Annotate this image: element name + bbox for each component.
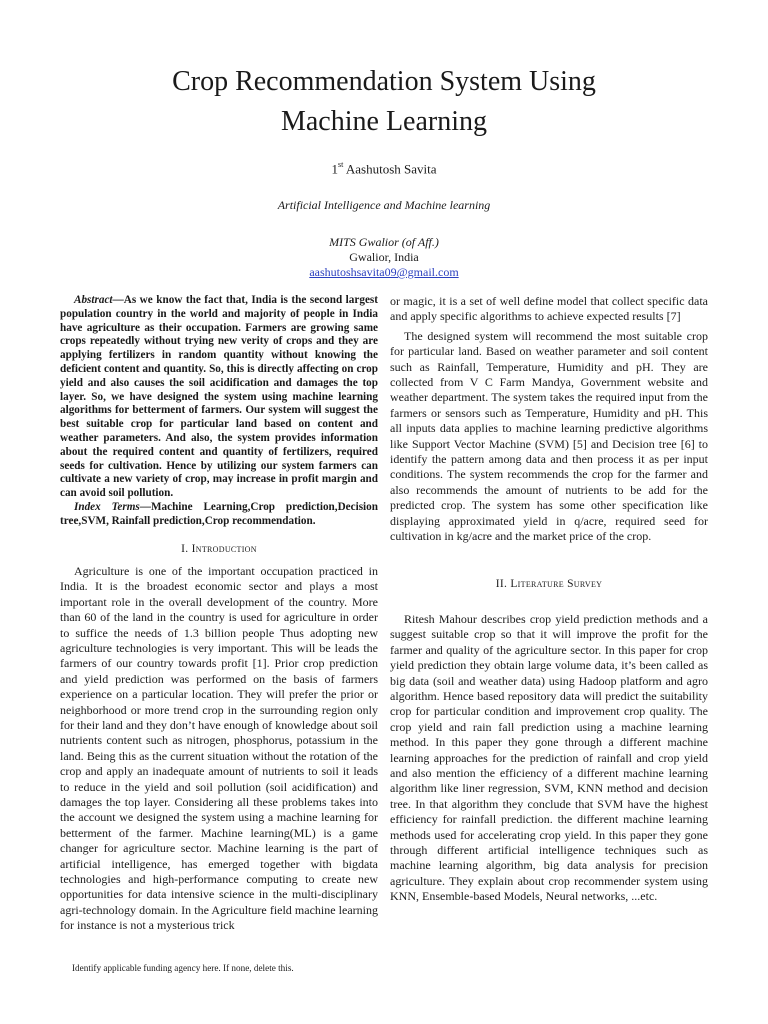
introduction-heading: I. Introduction: [181, 542, 257, 555]
abstract-label: Abstract: [74, 294, 113, 306]
author-department: Artificial Intelligence and Machine learning: [277, 198, 491, 212]
author-ordinal: 1: [331, 161, 338, 177]
index-terms-text: —Machine Learning,Crop prediction,Decision tree,SVM, Rainfall prediction,Crop recommendation.: [60, 500, 378, 527]
introduction-paragraph-1: Agriculture is one of the important occupation practiced in India. It is the broadest economic sector and plays a most important role in the overall development of the country. More than 60 of the land in the country is used for agriculture in order to suffice the needs of 1.3 billion people Thus adopting new agriculture technologies is very important. This will be leads the farmers of our country towards profit [1]. Prior crop prediction and yield prediction was performed on the basis of farmers experience on a particular location. They will prefer the prior or neighborhood or more trend crop in the surrounding region only for their land and they don’t have enough of knowledge about soil nutrients content such as nitrogen, phosphorus, potassium in the land. Being this as the current situation without the rotation of the crop and apply an inadequate amount of nutrients to soil it leads to reduce in the yield and soil pollution (soil acidification) and damages the top layer. Considering all these problems takes into the account we designed the system using a machine learning for betterment of the farmer. Machine learning(ML) is a game changer for agriculture sector. Machine learning is the part of artificial intelligence, has emerged together with bigdata technologies and high-performance computing to create new opportunities for data intensive science in the multi-disciplinary agri-technology domain. In the Agriculture field machine learning for instance is not a mysterious trick: [60, 563, 378, 933]
right-column: [390, 294, 708, 905]
index-terms-label: Index Terms: [74, 500, 140, 513]
literature-survey-heading: II. Literature Survey: [495, 577, 603, 590]
left-column: [60, 294, 378, 934]
author-organization: MITS Gwalior (of Aff.): [329, 235, 439, 249]
literature-survey-paragraph-1: Ritesh Mahour describes crop yield prediction methods and a suggest suitable crop so that it will improve the profit for the farmer and quality of the agriculture sector. In this paper for crop yield prediction they obtain large volume data, it’s been called as big data (soil and weather data) using Hadoop platform and agro algorithm. Hence based repository data will predict the suitability crop for particular condition and improvement crop quality. The crop yield and rain fall prediction using a machine learning method. In this paper they gone through a different machine learning approaches for the prediction of rainfall and crop yield and also mention the efficiency of a different machine learning algorithm like liner regression, SVM, KNN method and decision tree. In that algorithm they conclude that SVM have the highest efficiency for rainfall prediction. the different machine learning methods used for accelerating crop yield. In this paper they gone through different artificial intelligence techniques such as machine learning algorithm, big data analysis for precision agriculture. They explain about crop recommender system using KNN, Ensemble-based Models, Neural networks, ...etc.: [390, 611, 708, 904]
author-city: Gwalior, India: [349, 250, 419, 264]
author-name: Aashutosh Savita: [345, 161, 437, 177]
author-email: [0, 265, 768, 280]
introduction-paragraph-2: The designed system will recommend the most suitable crop for particular land. Based on weather parameter and soil content such as Rainfall, Temperature, Humidity and pH. They are collected from V C Farm Mandya, Government website and weather department. The system takes the required input from the farmers or sensors such as Temperature, Humidity and pH. This all inputs data applies to machine learning predictive algorithms like Support Vector Machine (SVM) [5] and Decision tree [6] to identify the pattern among data and then process it as per input conditions. The system recommends the crop for the farmer and also recommends the amount of nutrients to be add for the predicted crop. The system has some other specification like displaying approximated yield in q/acre, required seed for cultivation in kg/acre and the market price of the crop.: [390, 328, 708, 544]
introduction-paragraph-1-continued: or magic, it is a set of well define model that collect specific data and apply specific algorithms to achieve expected results [7]: [390, 294, 708, 324]
paper-title: [100, 62, 668, 142]
abstract: [60, 294, 378, 501]
abstract-text: —As we know the fact that, India is the second largest population country in the world and majority of people in India have agriculture as their occupation. Farmers are growing same crops repeatedly without trying new verity of crops and they are applying fertilizers in random quantity without knowing the deficient content and quantity. So, this is directly affecting on crop yield and also causes the soil acidification and damages the top layer. So, we have designed the system using machine learning algorithms for betterment of farmers. Our system will suggest the best suitable crop for particular land based on content and weather parameters. And also, the system provides information about the required content and quantity of fertilizers, required seeds for cultivation. Hence by utilizing our system farmers can cultivate a new variety of crop, may increase in profit margin and can avoid soil pollution.: [60, 294, 378, 500]
author-line: [0, 161, 768, 177]
index-terms: [60, 501, 378, 529]
author-email-link[interactable]: aashutoshsavita09@gmail.com: [309, 265, 459, 279]
author-ordinal-suffix: st: [337, 160, 344, 169]
title-line-1: Crop Recommendation System Using: [172, 66, 596, 97]
funding-footnote: Identify applicable funding agency here. If none, delete this.: [72, 963, 294, 973]
title-line-2: Machine Learning: [280, 106, 488, 137]
